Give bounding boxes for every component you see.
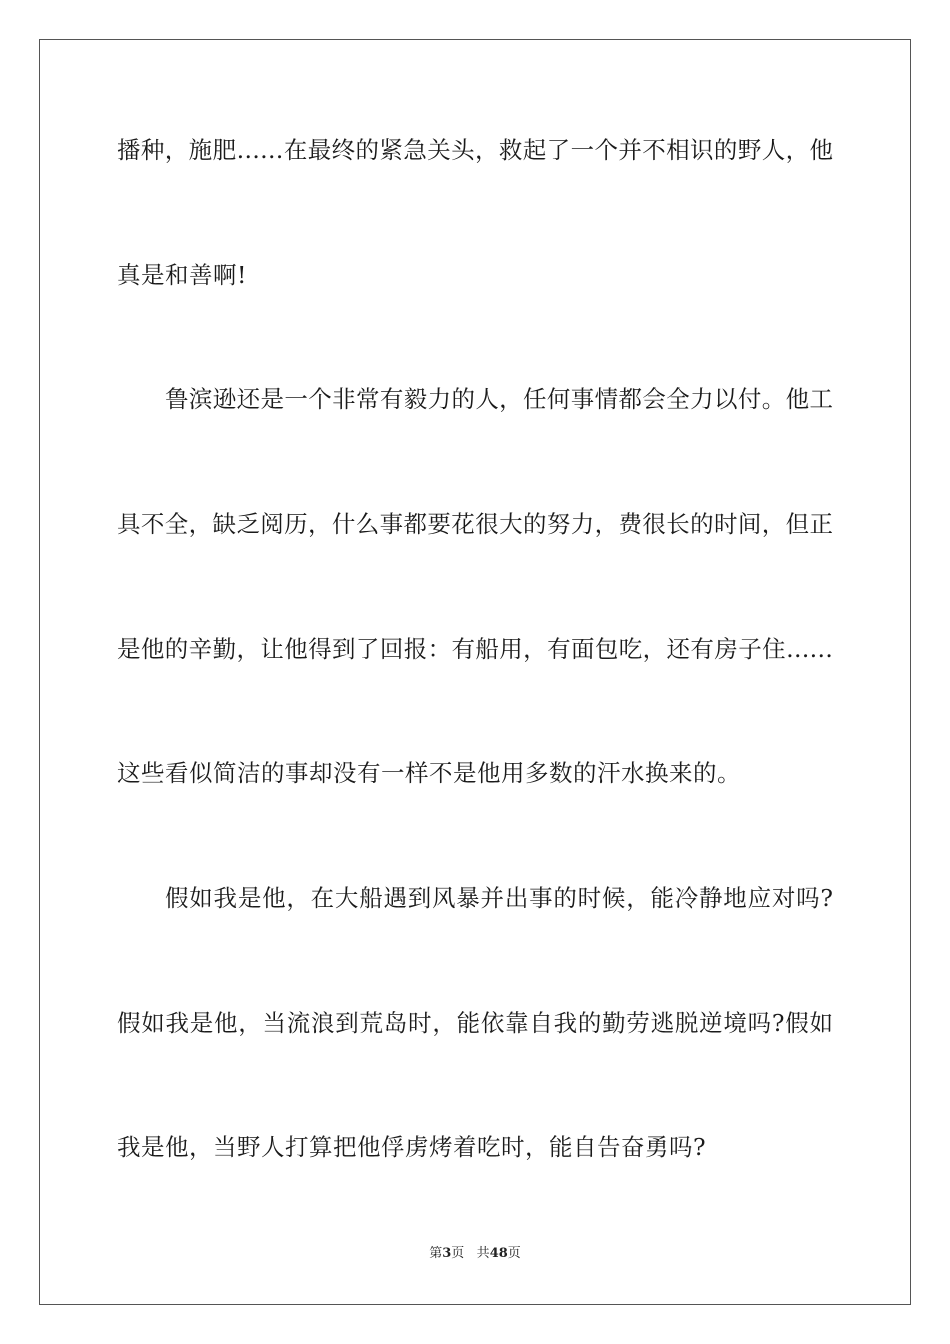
- text-line-8: 假如我是他，当流浪到荒岛时，能依靠自我的勤劳逃脱逆境吗?假如: [117, 1009, 833, 1037]
- text-line-6: 这些看似简洁的事却没有一样不是他用多数的汗水换来的。: [117, 759, 741, 787]
- text-line-5: 是他的辛勤，让他得到了回报：有船用，有面包吃，还有房子住……: [117, 635, 833, 663]
- page-footer: [0, 1245, 950, 1263]
- footer-page-suffix: 页: [451, 1246, 465, 1261]
- current-page-number: 3: [442, 1246, 452, 1261]
- text-line-9: 我是他，当野人打算把他俘虏烤着吃时，能自告奋勇吗?: [117, 1133, 707, 1161]
- text-line-1: 播种，施肥……在最终的紧急关头，救起了一个并不相识的野人，他: [117, 136, 833, 164]
- text-line-3: 鲁滨逊还是一个非常有毅力的人，任何事情都会全力以付。他工: [165, 385, 833, 413]
- footer-page-prefix: 第: [429, 1246, 443, 1261]
- total-page-count: 48: [489, 1246, 508, 1261]
- text-line-2: 真是和善啊!: [117, 261, 247, 289]
- text-line-7: 假如我是他，在大船遇到风暴并出事的时候，能冷静地应对吗?: [165, 884, 833, 912]
- footer-total-prefix: 共: [476, 1246, 490, 1261]
- page-border: [39, 39, 911, 1305]
- footer-total-suffix: 页: [507, 1246, 521, 1261]
- text-line-4: 具不全，缺乏阅历，什么事都要花很大的努力，费很长的时间，但正: [117, 510, 833, 538]
